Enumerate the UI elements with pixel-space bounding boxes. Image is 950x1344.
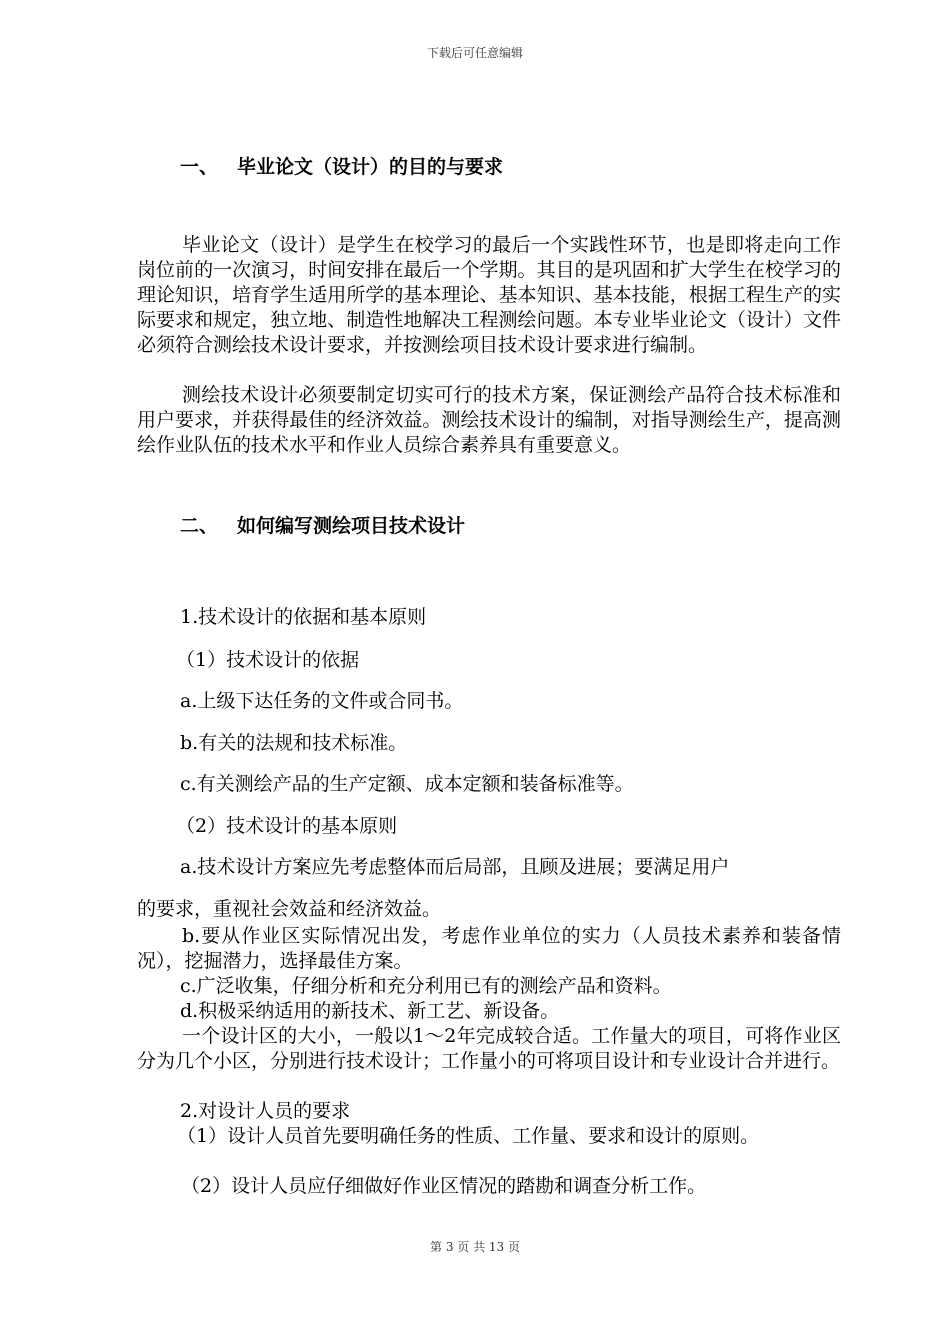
- sub-2-item-b: b.要从作业区实际情况出发，考虑作业单位的实力（人员技术素养和装备情况），挖掘潜力，选择最佳方案。: [137, 925, 841, 972]
- sub-2-item-d: d.积极采纳适用的新技术、新工艺、新设备。: [180, 1000, 560, 1022]
- section-1-title: 毕业论文（设计）的目的与要求: [237, 156, 504, 178]
- sub-2-item-a-line-2: 的要求，重视社会效益和经济效益。: [137, 898, 442, 920]
- item-2-point-1: （1）设计人员首先要明确任务的性质、工作量、要求和设计的原则。: [177, 1125, 760, 1147]
- sub-1-item-c: c.有关测绘产品的生产定额、成本定额和装备标准等。: [180, 773, 634, 795]
- sub-1-item-a: a.上级下达任务的文件或合同书。: [180, 690, 464, 712]
- sub-1-title: （1）技术设计的依据: [176, 649, 360, 671]
- design-area-paragraph: 一个设计区的大小，一般以1～2年完成较合适。工作量大的项目，可将作业区分为几个小区，分别进行技术设计；工作量小的可将项目设计和专业设计合并进行。: [137, 1025, 841, 1072]
- item-1-title: 1.技术设计的依据和基本原则: [180, 606, 427, 628]
- section-2-number: 二、: [180, 515, 219, 537]
- item-2-point-2: （2）设计人员应仔细做好作业区情况的踏勘和调查分析工作。: [181, 1175, 707, 1197]
- section-1-heading: [180, 152, 503, 179]
- sub-2-title: （2）技术设计的基本原则: [176, 815, 398, 837]
- section-2-title: 如何编写测绘项目技术设计: [237, 515, 466, 537]
- sub-1-item-b: b.有关的法规和技术标准。: [180, 732, 408, 754]
- section-1-paragraph-2: 测绘技术设计必须要制定切实可行的技术方案，保证测绘产品符合技术标准和用户要求，并获得最佳的经济效益。测绘技术设计的编制，对指导测绘生产，提高测绘作业队伍的技术水平和作业人员综合素养具有重要意义。: [137, 384, 841, 456]
- page-footer: 第 3 页 共 13 页: [430, 1240, 520, 1254]
- item-2-title: 2.对设计人员的要求: [180, 1100, 351, 1122]
- sub-2-item-a-line-1: a.技术设计方案应先考虑整体而后局部，且顾及进展；要满足用户: [180, 856, 730, 878]
- sub-2-item-c: c.广泛收集，仔细分析和充分利用已有的测绘产品和资料。: [180, 975, 672, 997]
- section-1-number: 一、: [180, 156, 219, 178]
- section-2-heading: [180, 511, 465, 538]
- page-header: 下载后可任意编辑: [426, 46, 523, 60]
- section-1-paragraph-1: 毕业论文（设计）是学生在校学习的最后一个实践性环节，也是即将走向工作岗位前的一次演习，时间安排在最后一个学期。其目的是巩固和扩大学生在校学习的理论知识，培育学生适用所学的基本理论、基本知识、基本技能，根据工程生产的实际要求和规定，独立地、制造性地解决工程测绘问题。本专业毕业论文（设计）文件必须符合测绘技术设计要求，并按测绘项目技术设计要求进行编制。: [137, 234, 841, 356]
